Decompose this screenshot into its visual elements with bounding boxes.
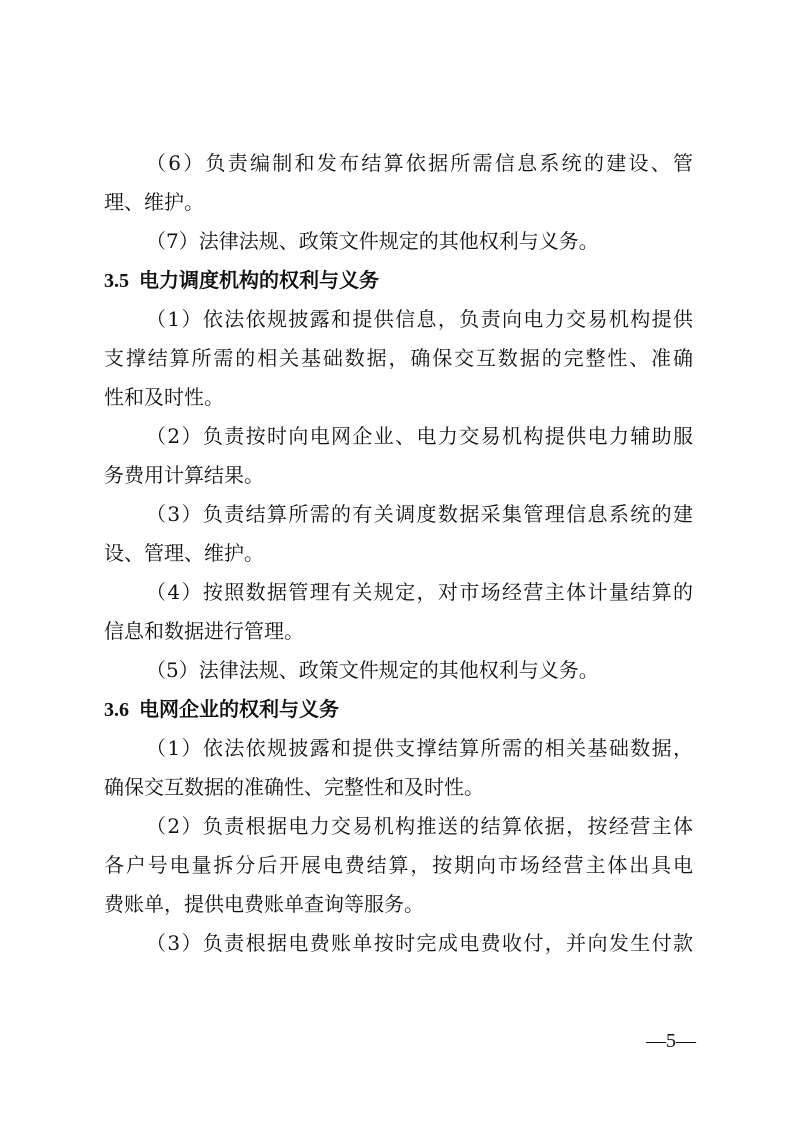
document-body (104, 144, 693, 963)
text-line: 设、管理、维护。 (104, 541, 264, 565)
section-title: 电网企业的权利与义务 (139, 697, 339, 721)
text-line: （2）负责按时向电网企业、电力交易机构提供电力辅助服 (146, 424, 693, 448)
text-line: 费账单，提供电费账单查询等服务。 (104, 892, 424, 916)
text-line: （1）依法依规披露和提供支撑结算所需的相关基础数据， (146, 736, 693, 760)
text-line: 支撑结算所需的相关基础数据，确保交互数据的完整性、准确 (104, 346, 693, 370)
text-line: （4）按照数据管理有关规定，对市场经营主体计量结算的 (146, 580, 693, 604)
paragraph (104, 807, 693, 924)
paragraph (104, 300, 693, 417)
section-number: 3.6 (104, 699, 129, 721)
text-line: （7）法律法规、政策文件规定的其他权利与义务。 (146, 229, 599, 253)
text-line: （1）依法依规披露和提供信息，负责向电力交易机构提供 (146, 307, 693, 331)
paragraph (104, 222, 693, 261)
section-number: 3.5 (104, 270, 129, 292)
section-heading (104, 261, 693, 300)
text-line: 性和及时性。 (104, 385, 224, 409)
text-line: （5）法律法规、政策文件规定的其他权利与义务。 (146, 658, 599, 682)
text-line: （2）负责根据电力交易机构推送的结算依据，按经营主体 (146, 814, 693, 838)
text-line: 理、维护。 (104, 190, 204, 214)
paragraph (104, 417, 693, 495)
text-line: （6）负责编制和发布结算依据所需信息系统的建设、管 (146, 151, 693, 175)
text-line: 务费用计算结果。 (104, 463, 264, 487)
paragraph (104, 495, 693, 573)
text-line: 确保交互数据的准确性、完整性和及时性。 (104, 775, 484, 799)
paragraph (104, 729, 693, 807)
text-line: （3）负责结算所需的有关调度数据采集管理信息系统的建 (146, 502, 693, 526)
paragraph (104, 573, 693, 651)
text-line: 各户号电量拆分后开展电费结算，按期向市场经营主体出具电 (104, 853, 693, 877)
paragraph (104, 924, 693, 963)
section-title: 电力调度机构的权利与义务 (139, 268, 379, 292)
text-line: 信息和数据进行管理。 (104, 619, 304, 643)
page-number: —5— (646, 1030, 696, 1052)
text-line: （3）负责根据电费账单按时完成电费收付，并向发生付款 (146, 931, 693, 955)
paragraph (104, 144, 693, 222)
section-heading (104, 690, 693, 729)
paragraph (104, 651, 693, 690)
